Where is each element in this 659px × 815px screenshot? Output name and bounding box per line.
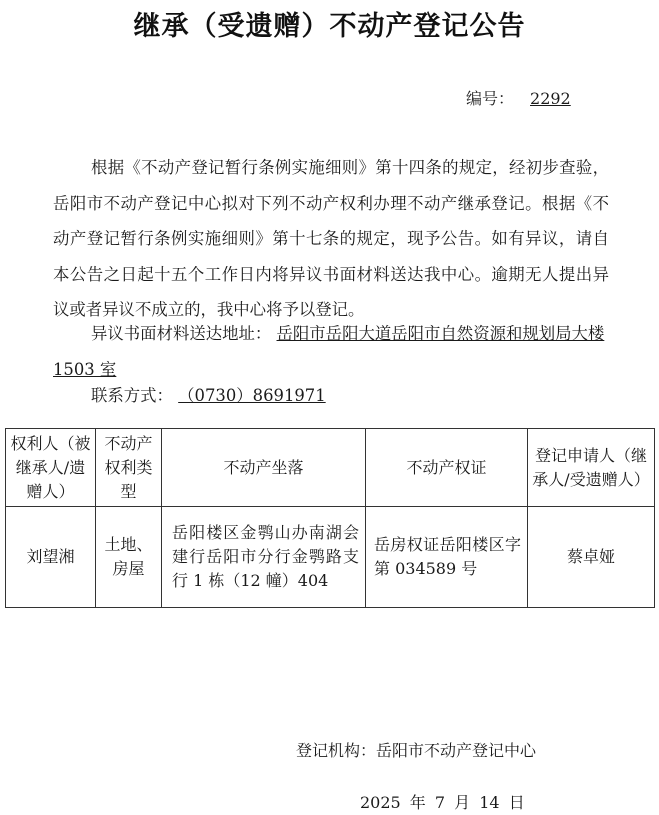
org-label: 登记机构： xyxy=(296,741,377,760)
body-paragraph: 根据《不动产登记暂行条例实施细则》第十四条的规定，经初步查验，岳阳市不动产登记中心拟对下列不动产权利办理不动产继承登记。根据《不动产登记暂行条例实施细则》第十七条的规定，现予公告。如有异议，请自本公告之日起十五个工作日内将异议书面材料送达我中心。逾期无人提出异议或者异议不成立的，我中心将予以登记。 xyxy=(53,158,609,319)
header-applicant: 登记申请人（继承人/受遗赠人） xyxy=(528,429,655,507)
notice-date: 2025 年 7 月 14 日 xyxy=(360,793,525,812)
contact-label: 联系方式： xyxy=(91,386,173,405)
contact-value: （0730）8691971 xyxy=(178,386,326,405)
header-right-type: 不动产权利类型 xyxy=(96,429,162,507)
registration-org xyxy=(296,738,536,761)
org-value: 岳阳市不动产登记中心 xyxy=(376,741,537,760)
cell-right-type: 土地、房屋 xyxy=(96,507,162,608)
header-location: 不动产坐落 xyxy=(162,429,366,507)
header-rights-holder: 权利人（被继承人/遗赠人） xyxy=(6,429,96,507)
cell-rights-holder: 刘望湘 xyxy=(6,507,96,608)
notice-number-label: 编号： xyxy=(466,89,515,108)
header-certificate: 不动产权证 xyxy=(366,429,528,507)
cell-applicant: 蔡卓娅 xyxy=(528,507,655,608)
notice-number-value: 2292 xyxy=(530,89,571,108)
objection-address-value: 岳阳市岳阳大道岳阳市自然资源和规划局大楼 1503 室 xyxy=(53,324,605,379)
notice-number xyxy=(466,86,571,109)
notice-title: 继承（受遗赠）不动产登记公告 xyxy=(133,11,526,42)
objection-address xyxy=(53,316,609,387)
objection-address-label: 异议书面材料送达地址： xyxy=(91,324,272,343)
notice-body xyxy=(53,150,609,328)
registration-table xyxy=(5,428,655,608)
contact-info xyxy=(91,378,344,414)
table-header-row xyxy=(6,429,655,507)
cell-certificate: 岳房权证岳阳楼区字第 034589 号 xyxy=(366,507,528,608)
cell-location: 岳阳楼区金鹗山办南湖会建行岳阳市分行金鹗路支行 1 栋（12 幢）404 xyxy=(162,507,366,608)
table-row xyxy=(6,507,655,608)
